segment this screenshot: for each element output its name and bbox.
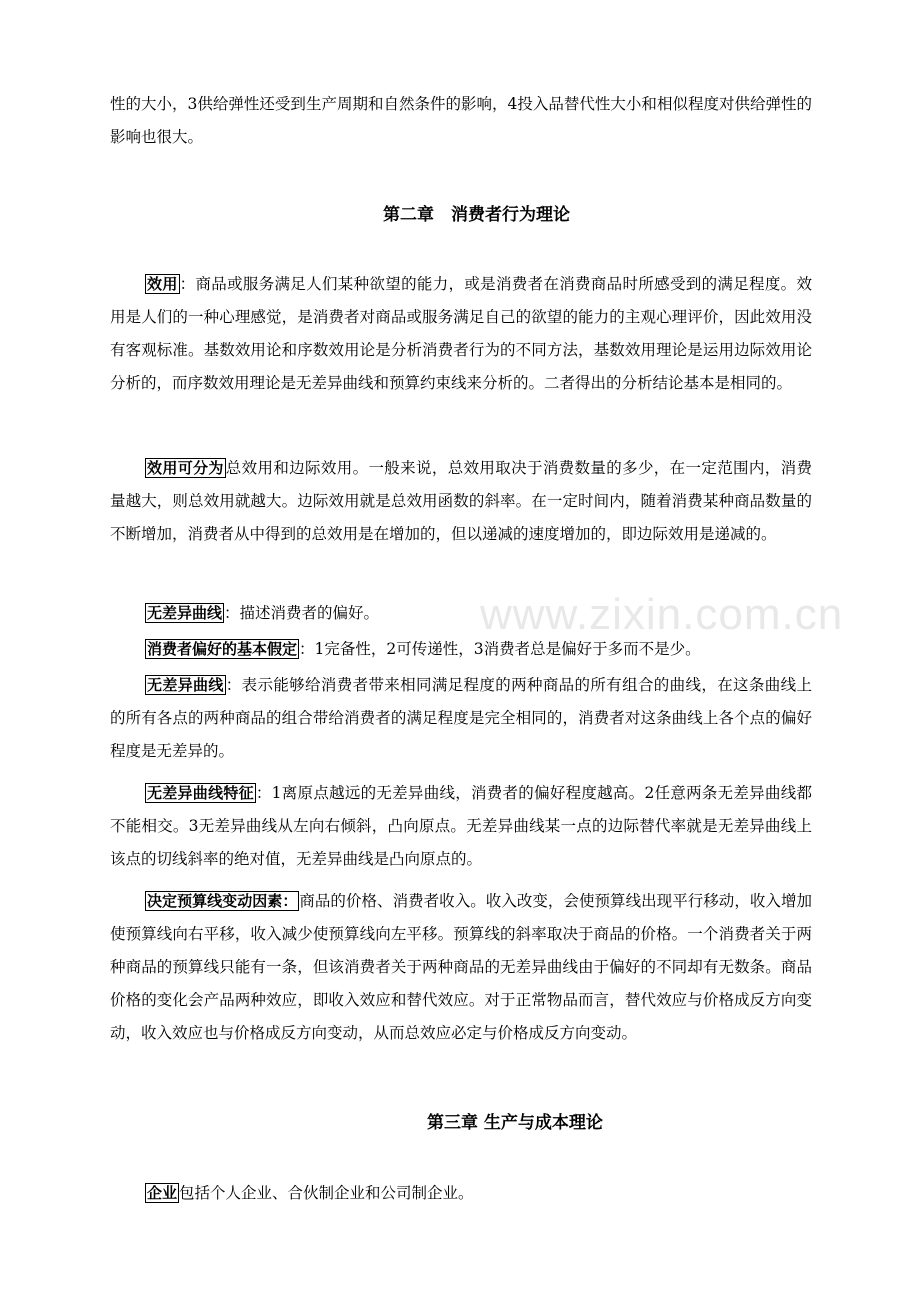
- chapter-2-title: 第二章 消费者行为理论: [383, 205, 570, 225]
- budget-line-term: 决定预算线变动因素：: [147, 892, 298, 910]
- preference-assumptions-paragraph: 消费者偏好的基本假定 ：1完备性，2可传递性，3消费者总是偏好于多而不是少。: [147, 640, 701, 658]
- chapter-3-title: 第三章 生产与成本理论: [427, 1113, 603, 1133]
- indifference-curve-term: 无差异曲线: [147, 604, 223, 622]
- utility-division-paragraph: 效用可分为 总效用和边际效用。一般来说，总效用取决于消费数量的多少，在一定范围内，消费量越大，则总效用就越大。边际效用就是总效用函数的斜率。在一定时间内，随着消费某种商品数量的不断增加，消费者从中得到的总效用是在增加的，但以递减的速度增加的，即边际效用是递减的。: [110, 459, 812, 543]
- enterprise-term: 企业: [147, 1184, 178, 1202]
- watermark: www.zixin.com.cn: [480, 590, 844, 639]
- budget-line-paragraph: 决定预算线变动因素： 商品的价格、消费者收入。收入改变，会使预算线出现平行移动，收入增加使预算线向右平移，收入减少使预算线向左平移。预算线的斜率取决于商品的价格。一个消费者关于两种商品的预算线只能有一条，但该消费者关于两种商品的无差异曲线由于偏好的不同却有无数条。商品价格的变化会产品两种效应，即收入效应和替代效应。对于正常物品而言，替代效应与价格成反方向变动，收入效应也与价格成反方向变动，从而总效应必定与价格成反方向变动。: [110, 892, 812, 1042]
- utility-division-term: 效用可分为: [147, 459, 224, 477]
- preference-assumptions-term: 消费者偏好的基本假定: [147, 640, 298, 658]
- enterprise-paragraph: 企业 包括个人企业、合伙制企业和公司制企业。: [147, 1184, 474, 1202]
- indifference-curve-definition-paragraph: 无差异曲线 ：表示能够给消费者带来相同满足程度的两种商品的所有组合的曲线，在这条曲线上的所有各点的两种商品的组合带给消费者的满足程度是完全相同的，消费者对这条曲线上各个点的偏好程度是无差异的。: [110, 676, 812, 760]
- indifference-curve-definition-term: 无差异曲线: [147, 676, 224, 694]
- indifference-curve-short-paragraph: 无差异曲线 ：描述消费者的偏好。: [147, 604, 380, 622]
- top-paragraph: 性的大小，3供给弹性还受到生产周期和自然条件的影响，4投入品替代性大小和相似程度对供给弹性的影响也很大。: [110, 95, 812, 146]
- utility-term: 效用: [147, 275, 178, 293]
- utility-paragraph: 效用 ：商品或服务满足人们某种欲望的能力，或是消费者在消费商品时所感受到的满足程度。效用是人们的一种心理感觉，是消费者对商品或服务满足自己的欲望的能力的主观心理评价，因此效用没有客观标准。基数效用论和序数效用论是分析消费者行为的不同方法，基数效用理论是运用边际效用论分析的，而序数效用理论是无差异曲线和预算约束线来分析的。二者得出的分析结论基本是相同的。: [110, 275, 812, 392]
- indifference-curve-features-paragraph: 无差异曲线特征 ：1离原点越远的无差异曲线，消费者的偏好程度越高。2任意两条无差异曲线都不能相交。3无差异曲线从左向右倾斜，凸向原点。无差异曲线某一点的边际替代率就是无差异曲线上该点的切线斜率的绝对值，无差异曲线是凸向原点的。: [110, 784, 812, 868]
- indifference-curve-features-term: 无差异曲线特征: [147, 784, 254, 802]
